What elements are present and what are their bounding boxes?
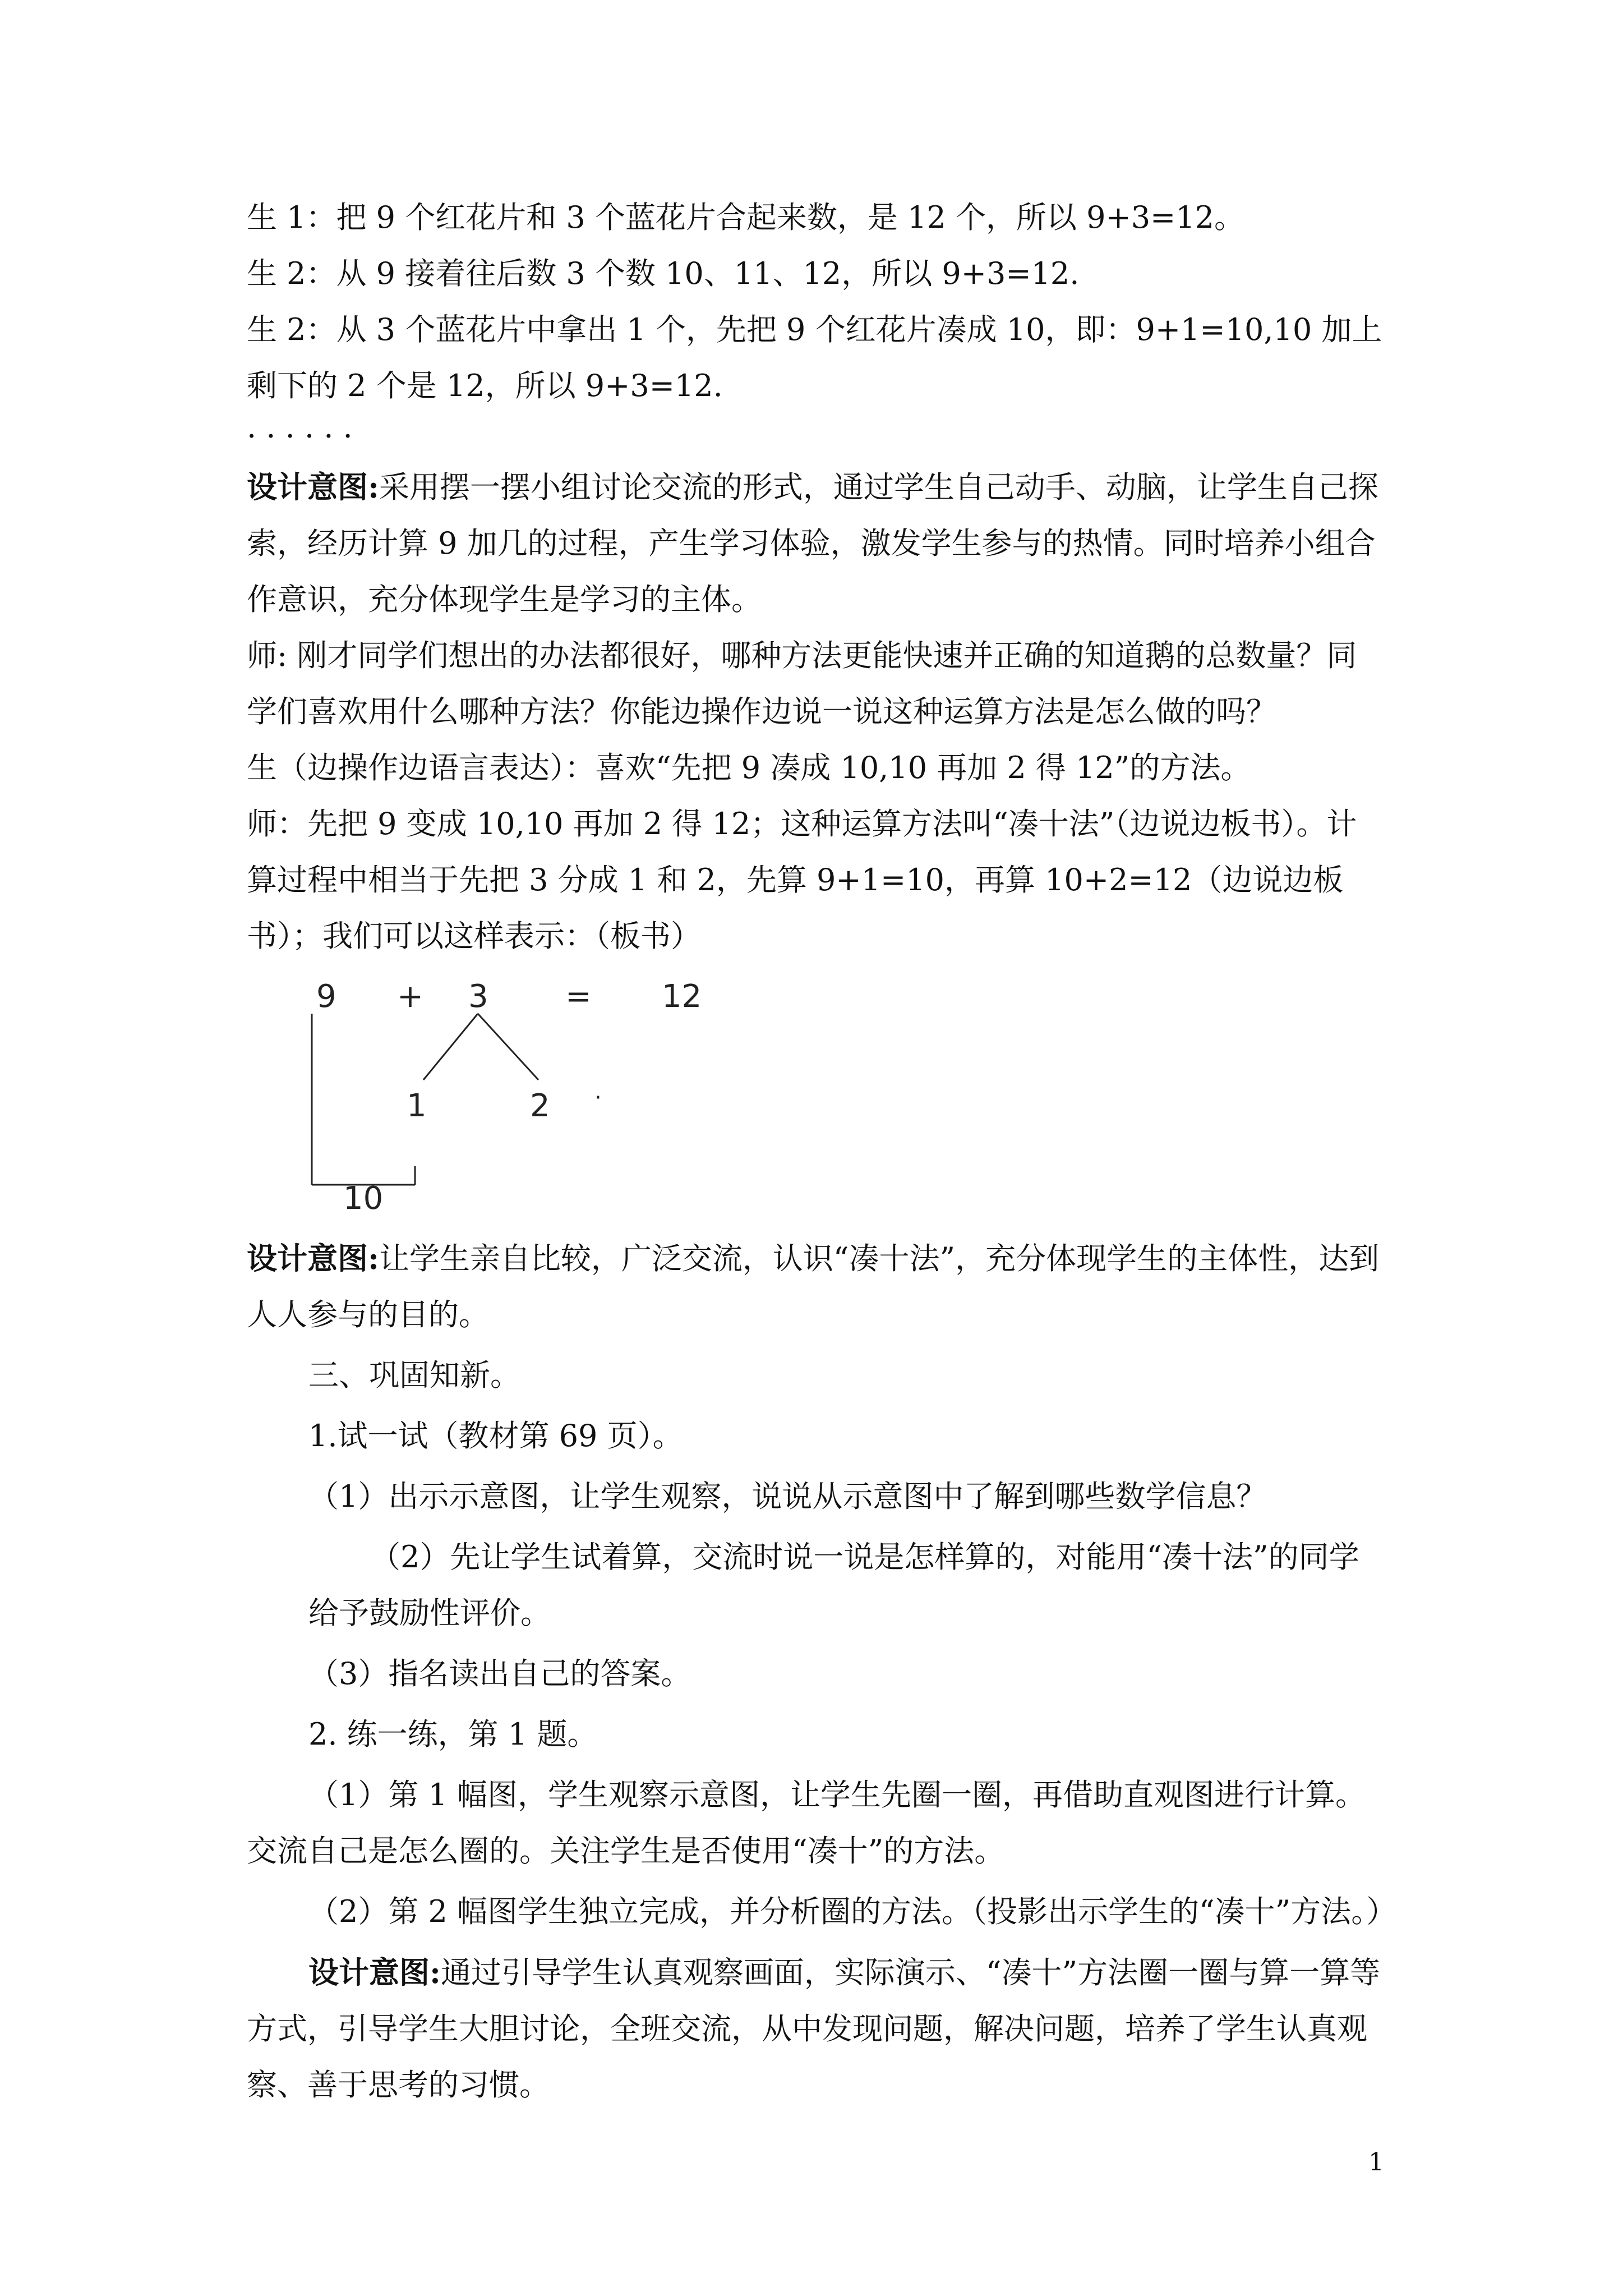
diagram-nine: 9 (316, 978, 336, 1015)
make-ten-diagram (303, 969, 864, 1221)
paragraph-teacher-2: 师：先把 9 变成 10,10 再加 2 得 12；这种运算方法叫“凑十法”（边说边板书）。计算过程中相当于先把 3 分成 1 和 2，先算 9+1=10，再算 10+2=12（边说边板书）；我们可以这样表示：（板书） (247, 806, 1357, 954)
diagram-one: 1 (407, 1088, 427, 1124)
design-intent-label: 设计意图: (308, 1954, 441, 1990)
diagram-three: 3 (468, 978, 488, 1015)
paragraph-practice-1: （1）第 1 幅图，学生观察示意图，让学生先圈一圈，再借助直观图进行计算。交流自己是怎么圈的。关注学生是否使用“凑十”的方法。 (247, 1777, 1366, 1869)
paragraph-try-2: （2）先让学生试着算，交流时说一说是怎样算的，对能用“凑十法”的同学给予鼓励性评价。 (308, 1539, 1359, 1631)
design-intent-label: 设计意图: (247, 1240, 379, 1276)
paragraph-student-expression: 生（边操作边语言表达）：喜欢“先把 9 凑成 10,10 再加 2 得 12”的方法。 (247, 750, 1251, 785)
page-number: 1 (1368, 2148, 1384, 2177)
diagram-twelve: 12 (662, 978, 702, 1015)
paragraph-design-intent-2 (247, 1230, 1385, 1343)
branch-right-line (478, 1014, 538, 1080)
paragraph-design-intent-1 (247, 459, 1385, 628)
paragraph-student-3: 生 2：从 3 个蓝花片中拿出 1 个，先把 9 个红花片凑成 10，即：9+1=10,10 加上剩下的 2 个是 12，所以 9+3=12. (247, 312, 1382, 403)
diagram-two: 2 (530, 1088, 550, 1124)
diagram-dot: · (594, 1085, 602, 1111)
paragraph-practice-2: （2）第 2 幅图学生独立完成，并分析圈的方法。（投影出示学生的“凑十”方法。） (308, 1894, 1397, 1929)
diagram-equals: = (565, 978, 592, 1015)
diagram-plus: + (397, 978, 423, 1015)
branch-left-line (423, 1014, 478, 1080)
design-intent-text: 通过引导学生认真观察画面，实际演示、“凑十”方法圈一圈与算一算等方式，引导学生大胆讨论，全班交流，从中发现问题，解决问题，培养了学生认真观察、善于思考的习惯。 (247, 1955, 1381, 2102)
paragraph-teacher-1: 师: 刚才同学们想出的办法都很好，哪种方法更能快速并正确的知道鹅的总数量？同学们喜欢用什么哪种方法？你能边操作边说一说这种运算方法是怎么做的吗？ (247, 638, 1357, 729)
paragraph-try-1: （1）出示示意图，让学生观察，说说从示意图中了解到哪些数学信息？ (308, 1479, 1267, 1514)
design-intent-label: 设计意图: (247, 469, 379, 505)
paragraph-student-1: 生 1：把 9 个红花片和 3 个蓝花片合起来数，是 12 个，所以 9+3=12。 (247, 200, 1245, 235)
paragraph-try-3: （3）指名读出自己的答案。 (308, 1656, 691, 1691)
document-body (247, 190, 1397, 2113)
paragraph-student-2: 生 2：从 9 接着往后数 3 个数 10、11、12，所以 9+3=12. (247, 256, 1080, 291)
paragraph-design-intent-3 (247, 1944, 1385, 2113)
paragraph-practice: 2. 练一练，第 1 题。 (308, 1717, 598, 1752)
paragraph-try-it: 1.试一试（教材第 69 页）。 (308, 1418, 683, 1453)
ellipsis-line: · · · · · · (247, 418, 353, 454)
design-intent-text: 让学生亲自比较，广泛交流，认识“凑十法”，充分体现学生的主体性，达到人人参与的目的。 (247, 1241, 1380, 1332)
section-heading-consolidate: 三、巩固知新。 (308, 1358, 520, 1393)
diagram-ten: 10 (343, 1180, 384, 1217)
design-intent-text: 采用摆一摆小组讨论交流的形式，通过学生自己动手、动脑，让学生自己探索，经历计算 9 加几的过程，产生学习体验，激发学生参与的热情。同时培养小组合作意识，充分体现学生是学习的主体。 (247, 470, 1378, 617)
